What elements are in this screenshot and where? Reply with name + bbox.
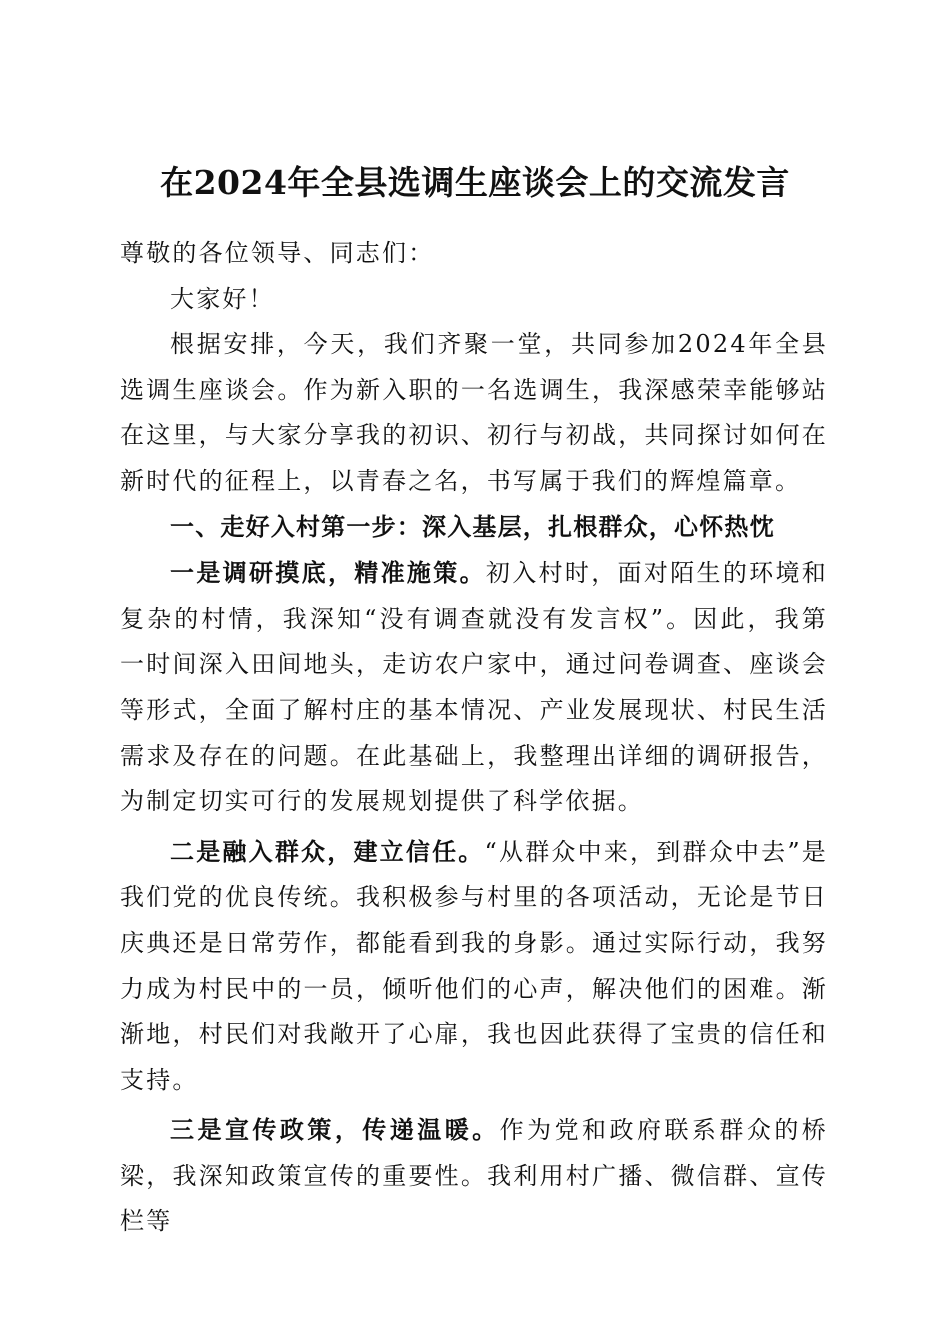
point-lead: 二是融入群众，建立信任。 — [170, 836, 485, 866]
point-lead: 一是调研摸底，精准施策。 — [170, 558, 486, 588]
point-text: 作为党和政府联系群众的桥梁，我深知政策宣传的重要性。我利用村广播、微信群、宣传栏等 — [120, 1116, 828, 1236]
point-paragraph — [120, 550, 828, 825]
point-lead: 三是宣传政策，传递温暖。 — [170, 1115, 500, 1145]
point-paragraph — [120, 1107, 828, 1245]
greeting: 大家好！ — [170, 284, 275, 313]
document-body — [120, 231, 828, 1245]
salutation: 尊敬的各位领导、同志们： — [120, 239, 435, 267]
point-text: “从群众中来，到群众中去”是我们党的优良传统。我积极参与村里的各项活动，无论是节日庆典还是日常劳作，都能看到我的身影。通过实际行动，我努力成为村民中的一员，倾听他们的心声，解决他们的困难。渐渐地，村民们对我敞开了心扉，我也因此获得了宝贵的信任和支持。 — [120, 837, 828, 1094]
point-paragraph — [120, 829, 828, 1104]
point-text: 初入村时，面对陌生的环境和复杂的村情，我深知“没有调查就没有发言权”。因此，我第一时间深入田间地头，走访农户家中，通过问卷调查、座谈会等形式，全面了解村庄的基本情况、产业发展现状、村民生活需求及存在的问题。在此基础上，我整理出详细的调研报告，为制定切实可行的发展规划提供了科学依据。 — [120, 559, 828, 816]
intro-paragraph: 根据安排，今天，我们齐聚一堂，共同参加2024年全县选调生座谈会。作为新入职的一名选调生，我深感荣幸能够站在这里，与大家分享我的初识、初行与初战，共同探讨如何在新时代的征程上，以青春之名，书写属于我们的辉煌篇章。 — [120, 330, 828, 495]
document-title: 在2024年全县选调生座谈会上的交流发言 — [160, 163, 790, 203]
section-heading: 一、走好入村第一步：深入基层，扎根群众，心怀热忱 — [170, 512, 775, 541]
